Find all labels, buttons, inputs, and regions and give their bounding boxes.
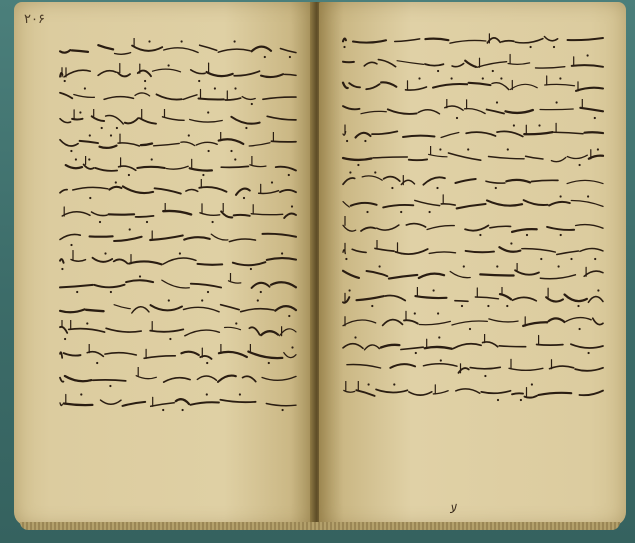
text-line [54, 203, 300, 225]
line-text [351, 290, 607, 302]
line-text [403, 360, 607, 372]
page-edges [20, 522, 620, 530]
line-text [81, 300, 300, 312]
text-line [337, 193, 607, 215]
text-line [54, 344, 300, 366]
text-line [54, 273, 300, 295]
left-page [14, 2, 314, 526]
text-line [337, 263, 607, 285]
line-text [77, 323, 300, 335]
text-line [337, 122, 607, 144]
line-text [337, 172, 607, 184]
text-line [54, 226, 300, 248]
open-book [14, 2, 626, 532]
line-text [387, 196, 607, 208]
line-text [359, 337, 607, 349]
text-line [337, 52, 607, 74]
catchword: لا [449, 502, 456, 516]
text-line [337, 381, 607, 403]
text-line [54, 156, 300, 178]
line-text [61, 394, 300, 406]
line-text [54, 88, 300, 100]
text-line [337, 99, 607, 121]
text-line [54, 109, 300, 131]
text-line [337, 75, 607, 97]
text-line [54, 250, 300, 272]
right-page [319, 2, 626, 526]
text-line [337, 310, 607, 332]
text-line [54, 391, 300, 413]
text-line [54, 320, 300, 342]
line-text [354, 102, 607, 114]
line-text [57, 206, 300, 218]
line-text [56, 65, 300, 77]
text-line [337, 169, 607, 191]
line-text [337, 78, 607, 90]
folio-number: ۲۰۶ [24, 12, 45, 27]
text-line [337, 216, 607, 238]
line-text [375, 266, 607, 278]
text-line [337, 240, 607, 262]
text-line [54, 179, 300, 201]
line-text [60, 41, 300, 53]
left-text-block [54, 38, 300, 414]
line-text [54, 159, 300, 171]
text-line [337, 28, 607, 50]
text-line [337, 357, 607, 379]
text-line [337, 334, 607, 356]
line-text [54, 135, 300, 147]
text-line [54, 132, 300, 154]
line-text [54, 112, 300, 124]
text-line [337, 146, 607, 168]
text-line [54, 367, 300, 389]
text-line [54, 297, 300, 319]
line-text [54, 347, 300, 359]
line-text [54, 182, 300, 194]
line-text [337, 243, 607, 255]
line-text [54, 229, 300, 241]
line-text [54, 370, 300, 382]
line-text [337, 313, 607, 325]
line-text [54, 276, 300, 288]
line-text [367, 384, 607, 396]
text-line [54, 62, 300, 84]
line-text [337, 55, 607, 67]
text-line [54, 85, 300, 107]
right-text-block [337, 28, 607, 404]
line-text [62, 253, 300, 265]
line-text [348, 219, 607, 231]
text-line [54, 38, 300, 60]
line-text [343, 149, 607, 161]
text-line [337, 287, 607, 309]
line-text [337, 125, 607, 137]
line-text [337, 31, 607, 43]
